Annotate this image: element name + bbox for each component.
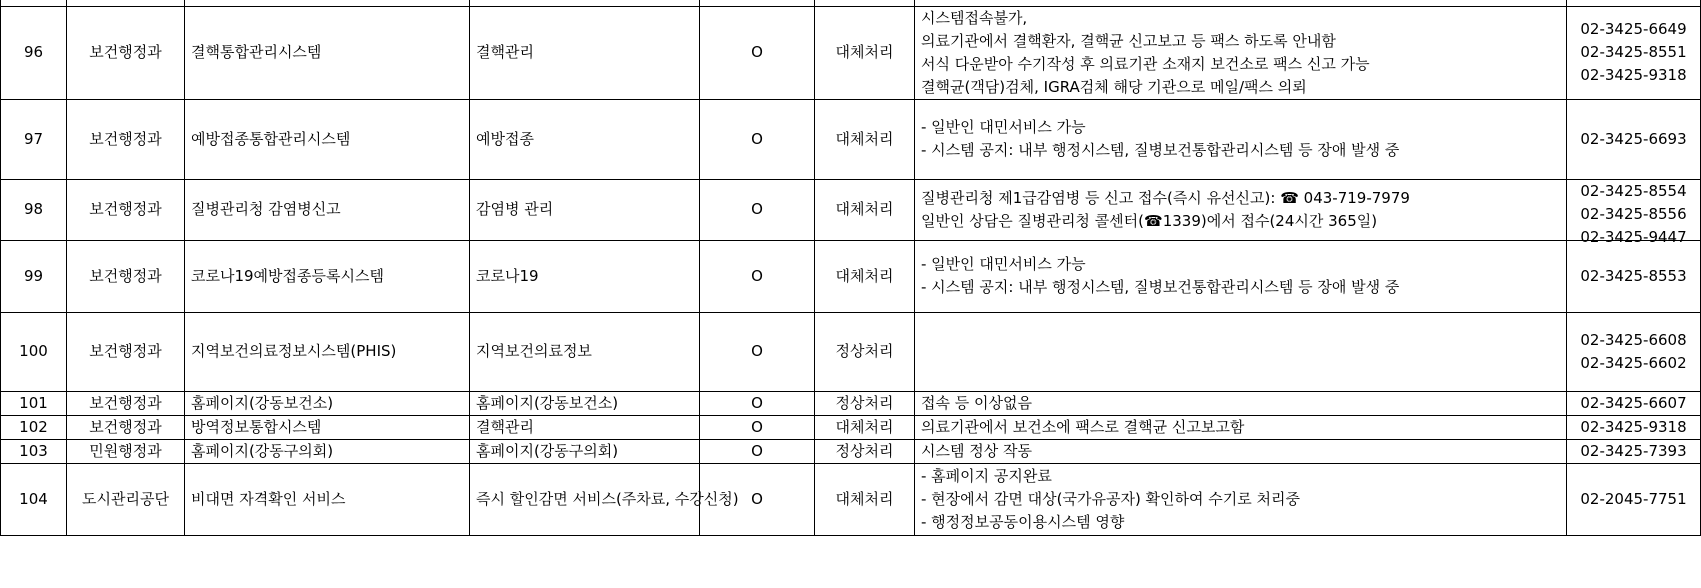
impact-mark-cell: O <box>700 439 815 463</box>
task-cell: 코로나19 <box>470 240 700 312</box>
table-row <box>1 439 1701 463</box>
notes-cell <box>915 463 1567 535</box>
phone-cell <box>1567 415 1701 439</box>
note-line: 의료기관에서 결핵환자, 결핵균 신고보고 등 팩스 하도록 안내함 <box>921 31 1336 50</box>
phone-number: 02-2045-7751 <box>1580 489 1687 508</box>
task-cell: 감염병 관리 <box>470 179 700 240</box>
department-cell: 보건행정과 <box>67 99 185 179</box>
department-cell: 민원행정과 <box>67 439 185 463</box>
table-row <box>1 6 1701 99</box>
note-line: - 홈페이지 공지완료 <box>921 466 1052 485</box>
table-row <box>1 415 1701 439</box>
phone-list <box>1573 416 1694 439</box>
phone-number: 02-3425-7393 <box>1580 441 1687 460</box>
row-number: 97 <box>1 99 67 179</box>
notes-cell <box>915 439 1567 463</box>
phone-list <box>1573 18 1694 87</box>
note-line: - 일반인 대민서비스 가능 <box>921 118 1086 136</box>
system-name-cell: 결핵통합관리시스템 <box>185 6 470 99</box>
note-line: 일반인 상담은 질병관리청 콜센터(☎1339)에서 접수(24시간 365일) <box>921 211 1378 230</box>
processing-status-cell: 정상처리 <box>815 391 915 415</box>
phone-list <box>1573 392 1694 415</box>
phone-cell <box>1567 6 1701 99</box>
notes-cell <box>915 240 1567 312</box>
note-line: 의료기관에서 보건소에 팩스로 결핵균 신고보고함 <box>921 417 1245 436</box>
system-name-cell: 방역정보통합시스템 <box>185 415 470 439</box>
phone-number: 02-3425-9447 <box>1580 227 1687 246</box>
note-line: 접속 등 이상없음 <box>921 393 1032 412</box>
phone-cell <box>1567 391 1701 415</box>
phone-number: 02-3425-6607 <box>1580 393 1687 412</box>
system-name-cell: 홈페이지(강동보건소) <box>185 391 470 415</box>
phone-number: 02-3425-9318 <box>1580 417 1687 436</box>
table-row <box>1 179 1701 240</box>
notes-cell <box>915 391 1567 415</box>
notes-cell <box>915 179 1567 240</box>
impact-mark-cell: O <box>700 415 815 439</box>
notes-cell <box>915 415 1567 439</box>
system-name-cell: 질병관리청 감염병신고 <box>185 179 470 240</box>
phone-number: 02-3425-8556 <box>1580 204 1687 223</box>
phone-number: 02-3425-6608 <box>1580 330 1687 349</box>
note-line: 질병관리청 제1급감염병 등 신고 접수(즉시 유선신고): ☎ 043-719-7979 <box>921 188 1410 207</box>
department-cell: 보건행정과 <box>67 179 185 240</box>
processing-status-cell: 대체처리 <box>815 99 915 179</box>
system-name-cell: 예방접종통합관리시스템 <box>185 99 470 179</box>
row-number: 98 <box>1 179 67 240</box>
table-row <box>1 99 1701 179</box>
row-number: 99 <box>1 240 67 312</box>
notes-cell <box>915 6 1567 99</box>
phone-number: 02-3425-8551 <box>1580 43 1687 61</box>
impact-mark-cell: O <box>700 240 815 312</box>
impact-mark-cell: O <box>700 179 815 240</box>
department-cell: 보건행정과 <box>67 415 185 439</box>
phone-cell <box>1567 99 1701 179</box>
task-cell: 즉시 할인감면 서비스(주차료, 수강신청) <box>470 463 700 535</box>
system-name-cell: 홈페이지(강동구의회) <box>185 439 470 463</box>
note-line: 시스템 정상 작동 <box>921 441 1032 460</box>
table-body <box>1 0 1701 535</box>
notes-cell <box>915 99 1567 179</box>
task-cell: 지역보건의료정보 <box>470 312 700 391</box>
phone-cell <box>1567 463 1701 535</box>
row-number: 100 <box>1 312 67 391</box>
table-row <box>1 463 1701 535</box>
impact-mark-cell: O <box>700 99 815 179</box>
system-name-cell: 비대면 자격확인 서비스 <box>185 463 470 535</box>
row-number: 101 <box>1 391 67 415</box>
row-number: 102 <box>1 415 67 439</box>
phone-list <box>1573 440 1694 463</box>
task-cell: 결핵관리 <box>470 415 700 439</box>
phone-number: 02-3425-8554 <box>1580 181 1687 200</box>
department-cell: 보건행정과 <box>67 312 185 391</box>
department-cell: 보건행정과 <box>67 391 185 415</box>
impact-mark-cell: O <box>700 312 815 391</box>
phone-list <box>1573 265 1694 288</box>
phone-list <box>1573 329 1694 375</box>
table-row <box>1 240 1701 312</box>
task-cell: 홈페이지(강동보건소) <box>470 391 700 415</box>
phone-list <box>1573 128 1694 151</box>
row-number: 104 <box>1 463 67 535</box>
phone-cell <box>1567 179 1701 246</box>
row-number: 96 <box>1 6 67 99</box>
processing-status-cell: 대체처리 <box>815 463 915 535</box>
impact-mark-cell: O <box>700 391 815 415</box>
department-cell: 보건행정과 <box>67 240 185 312</box>
impact-mark-cell: O <box>700 463 815 535</box>
task-cell: 홈페이지(강동구의회) <box>470 439 700 463</box>
note-line: - 시스템 공지: 내부 행정시스템, 질병보건통합관리시스템 등 장애 발생 중 <box>921 278 1400 296</box>
note-line: - 시스템 공지: 내부 행정시스템, 질병보건통합관리시스템 등 장애 발생 중 <box>921 141 1400 159</box>
impact-mark-cell: O <box>700 6 815 99</box>
phone-number: 02-3425-9318 <box>1580 66 1687 84</box>
processing-status-cell: 정상처리 <box>815 439 915 463</box>
processing-status-cell: 대체처리 <box>815 179 915 240</box>
note-line: 시스템접속불가, <box>921 8 1028 27</box>
task-cell: 결핵관리 <box>470 6 700 99</box>
phone-number: 02-3425-6693 <box>1580 129 1687 148</box>
processing-status-cell: 정상처리 <box>815 312 915 391</box>
note-line: - 현장에서 감면 대상(국가유공자) 확인하여 수기로 처리중 <box>921 489 1300 508</box>
processing-status-cell: 대체처리 <box>815 415 915 439</box>
processing-status-cell: 대체처리 <box>815 6 915 99</box>
phone-cell <box>1567 312 1701 391</box>
phone-list <box>1573 488 1694 511</box>
system-name-cell: 지역보건의료정보시스템(PHIS) <box>185 312 470 391</box>
task-cell: 예방접종 <box>470 99 700 179</box>
row-number: 103 <box>1 439 67 463</box>
note-line: 결핵균(객담)검체, IGRA검체 해당 기관으로 메일/팩스 의뢰 <box>921 77 1307 96</box>
table-row <box>1 312 1701 391</box>
processing-status-cell: 대체처리 <box>815 240 915 312</box>
notes-cell <box>915 312 1567 391</box>
phone-number: 02-3425-8553 <box>1580 266 1687 285</box>
phone-number: 02-3425-6649 <box>1580 20 1687 38</box>
note-line: - 일반인 대민서비스 가능 <box>921 255 1086 273</box>
phone-cell <box>1567 240 1701 312</box>
phone-cell <box>1567 439 1701 463</box>
note-line: - 행정정보공동이용시스템 영향 <box>921 512 1125 531</box>
department-cell: 도시관리공단 <box>67 463 185 535</box>
table-row <box>1 391 1701 415</box>
phone-number: 02-3425-6602 <box>1580 353 1687 372</box>
note-line: 서식 다운받아 수기작성 후 의료기관 소재지 보건소로 팩스 신고 가능 <box>921 54 1370 73</box>
system-name-cell: 코로나19예방접종등록시스템 <box>185 240 470 312</box>
phone-list <box>1573 180 1694 246</box>
department-cell: 보건행정과 <box>67 6 185 99</box>
